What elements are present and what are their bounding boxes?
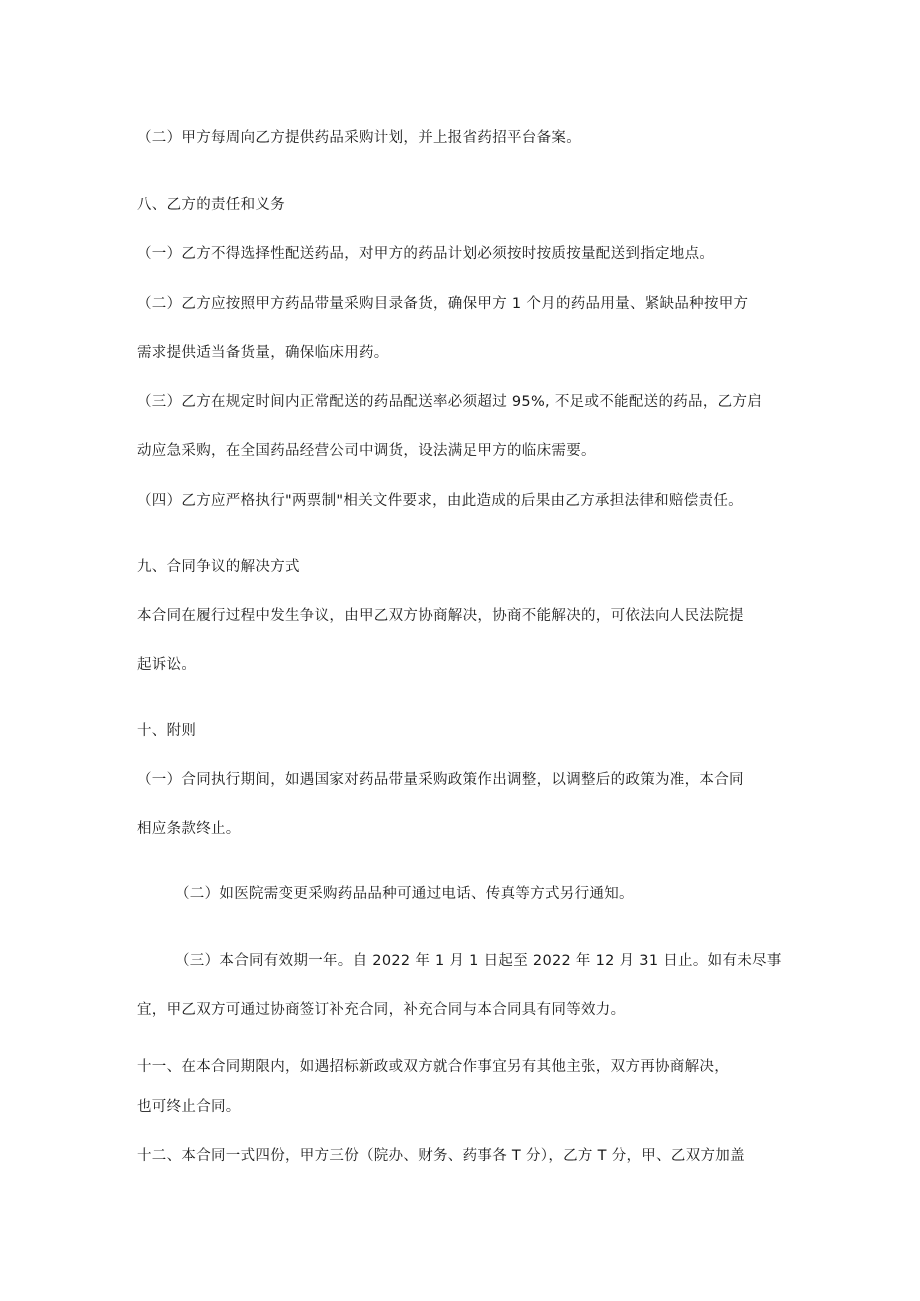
paragraph-line: （一）合同执行期间，如遇国家对药品带量采购政策作出调整，以调整后的政策为准，本合同 bbox=[137, 772, 744, 788]
paragraph-line: （二）如医院需变更采购药品品种可通过电话、传真等方式另行通知。 bbox=[175, 886, 634, 902]
section-heading: 九、合同争议的解决方式 bbox=[137, 559, 300, 575]
section-heading: 八、乙方的责任和义务 bbox=[137, 197, 285, 213]
paragraph-line: 也可终止合同。 bbox=[137, 1099, 241, 1115]
paragraph-line: 本合同在履行过程中发生争议，由甲乙双方协商解决，协商不能解决的，可依法向人民法院提 bbox=[137, 608, 744, 624]
paragraph-line: （四）乙方应严格执行"两票制"相关文件要求，由此造成的后果由乙方承担法律和赔偿责任。 bbox=[137, 493, 743, 509]
paragraph-line: 起诉讼。 bbox=[137, 657, 197, 673]
paragraph-line: （一）乙方不得选择性配送药品，对甲方的药品计划必须按时按质按量配送到指定地点。 bbox=[137, 246, 715, 262]
paragraph-line: 相应条款终止。 bbox=[137, 821, 241, 837]
paragraph-line: （三）乙方在规定时间内正常配送的药品配送率必须超过 95%, 不足或不能配送的药品，乙方启 bbox=[137, 394, 763, 410]
paragraph-line: 十一、在本合同期限内，如遇招标新政或双方就合作事宜另有其他主张，双方再协商解决， bbox=[137, 1059, 729, 1075]
paragraph-line: 需求提供适当备货量，确保临床用药。 bbox=[137, 345, 389, 361]
paragraph-line: 十二、本合同一式四份，甲方三份（院办、财务、药事各 T 分），乙方 T 分，甲、乙双方加盖 bbox=[137, 1148, 745, 1164]
section-heading: 十、附则 bbox=[137, 723, 197, 739]
paragraph-line: （三）本合同有效期一年。自 2022 年 1 月 1 日起至 2022 年 12 月 31 日止。如有未尽事 bbox=[175, 953, 782, 969]
paragraph-line: （二）甲方每周向乙方提供药品采购计划，并上报省药招平台备案。 bbox=[137, 130, 581, 146]
paragraph-line: 动应急采购，在全国药品经营公司中调货，设法满足甲方的临床需要。 bbox=[137, 443, 596, 459]
paragraph-line: 宜，甲乙双方可通过协商签订补充合同，补充合同与本合同具有同等效力。 bbox=[137, 1002, 626, 1018]
paragraph-line: （二）乙方应按照甲方药品带量采购目录备货，确保甲方 1 个月的药品用量、紧缺品种按甲方 bbox=[137, 296, 749, 312]
